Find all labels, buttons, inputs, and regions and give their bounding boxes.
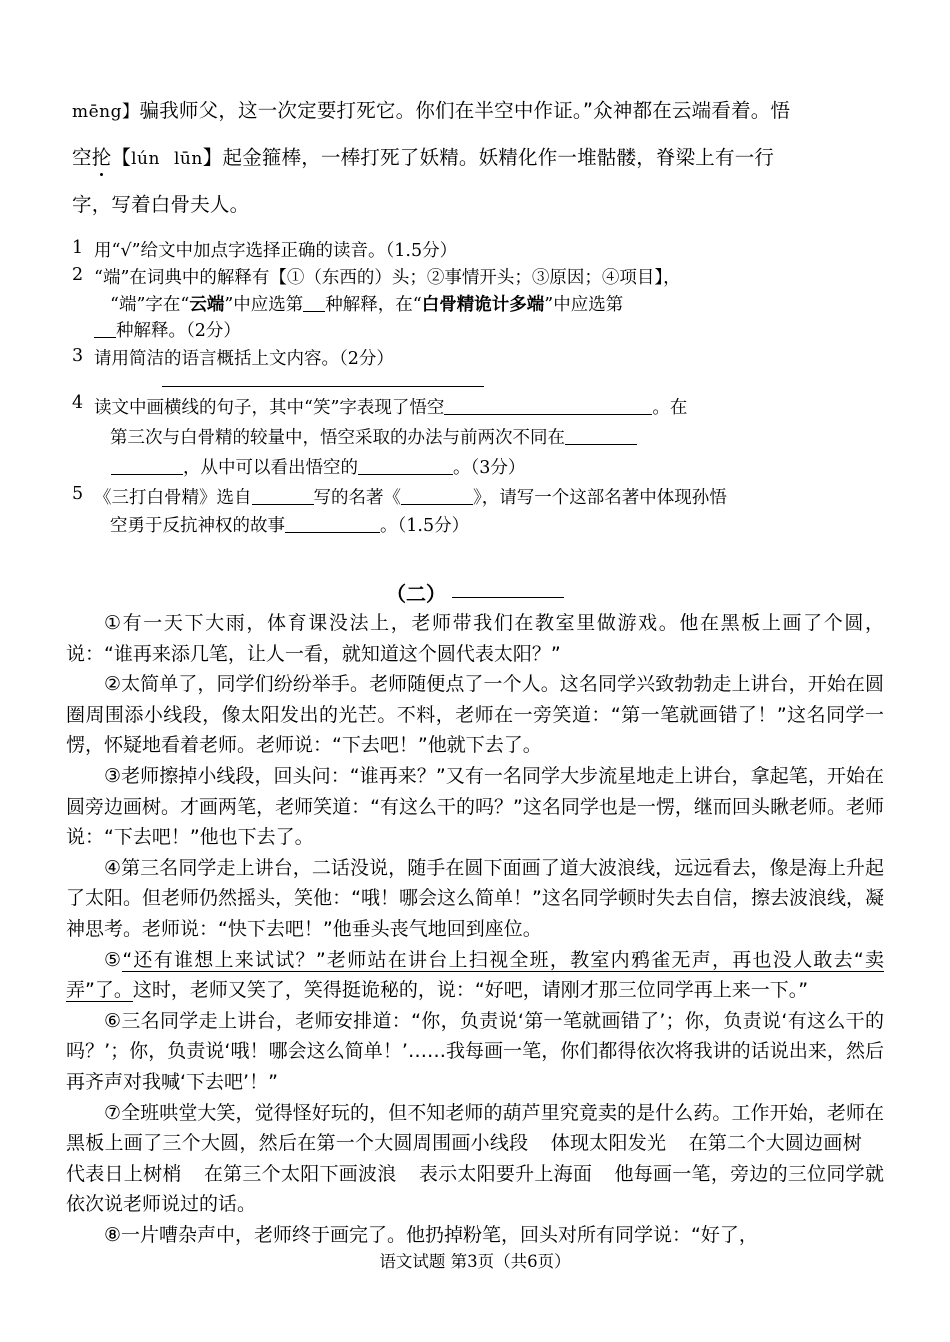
question-2	[72, 265, 878, 345]
question-2-seg1: “端”在词典中的解释有【①（东西的）头；②事情开头；③原因；④项目】，	[94, 268, 681, 288]
passage-two-paragraph-5	[66, 945, 884, 1006]
question-4-blank-1[interactable]	[444, 414, 652, 415]
question-2-blank-2[interactable]	[94, 337, 116, 338]
question-3-answer-rule[interactable]	[162, 386, 484, 387]
paragraph-7-seg-e: 在第三个太阳下画波浪	[203, 1162, 397, 1185]
section-two-title-blank[interactable]	[452, 597, 564, 598]
section-two-heading	[0, 578, 950, 607]
question-4-number: 4	[72, 392, 84, 413]
question-3	[72, 346, 878, 372]
passage-one-line1: 骗我师父，这一次定要打死它。你们在半空中作证。”众神都在云端看着。悟	[139, 99, 791, 122]
passage-two-paragraph-4	[66, 853, 884, 945]
question-5-seg2a: 空勇于反抗神权的故事	[110, 515, 285, 536]
question-5-seg1b: 写的名著《	[313, 487, 401, 508]
emphasis-term: 云端	[189, 294, 225, 315]
passage-one-line2-a: 空	[72, 146, 92, 169]
question-5-seg1a: 《三打白骨精》选自	[94, 487, 252, 508]
question-2-seg2b: 种解释，在“白骨精诡计多端”中应选第	[325, 294, 624, 315]
passage-two-paragraph-6	[66, 1006, 884, 1098]
paragraph-text-3: 老师擦掉小线段，回头问：“谁再来？”又有一名同学大步流星地走上讲台，拿起笔，开始在圆旁边画树。才画两笔，老师笑道：“有这么干的吗？”这名同学也是一愣，继而回头瞅老师。老师说：“下去吧！”他也下去了。	[66, 764, 884, 849]
question-2-number: 2	[72, 265, 84, 285]
question-4-blank-4[interactable]	[358, 474, 453, 475]
question-4-text	[94, 393, 878, 483]
question-4-seg3a: ，从中可以看出悟空的	[183, 457, 358, 478]
paragraph-marker-6: ⑥	[104, 1009, 122, 1032]
question-1	[72, 238, 878, 264]
paragraph-marker-4: ④	[104, 856, 122, 879]
question-1-text: 用“√”给文中加点字选择正确的读音。（1.5分）	[94, 241, 458, 261]
paragraph-text-2: 太简单了，同学们纷纷举手。老师随便点了一个人。这名同学兴致勃勃走上讲台，开始在圆圈周围添小线段，像太阳发出的光芒。不料，老师在一旁笑道：“第一笔就画错了！”这名同学一愣，怀疑地看着老师。老师说：“下去吧！”他就下去了。	[66, 673, 884, 757]
pinyin-option-1: lún	[131, 149, 160, 169]
passage-one-line3: 字，写着白骨夫人。	[72, 193, 250, 216]
passage-two-paragraph-3	[66, 761, 884, 853]
question-4	[72, 393, 878, 483]
question-5-blank-title[interactable]	[401, 504, 473, 505]
question-2-blank-1[interactable]	[303, 311, 325, 312]
question-5-seg1c: 》，请写一个这部名著中体现孙悟	[473, 487, 727, 508]
question-4-seg3b: 。（3分）	[453, 457, 526, 478]
bracket-open: 【	[111, 146, 132, 169]
paragraph-7-seg-b: 体现太阳发光	[550, 1132, 667, 1155]
pinyin-option-2: lūn	[173, 149, 203, 169]
passage-two-paragraph-2	[66, 669, 884, 761]
question-5-text	[94, 484, 878, 540]
question-4-blank-2[interactable]	[565, 444, 637, 445]
question-4-blank-3[interactable]	[111, 474, 183, 475]
footer-text: 语文试题 第3页（共6页）	[379, 1252, 571, 1271]
question-2-seg3a: 种解释。（2分）	[116, 321, 241, 341]
question-2-text	[94, 265, 878, 345]
section-two-label: （二）	[386, 582, 446, 606]
question-5-blank-author[interactable]	[252, 504, 314, 505]
paragraph-marker-1: ①	[104, 612, 123, 634]
paragraph-marker-5: ⑤	[104, 948, 123, 971]
paragraph-marker-3: ③	[104, 764, 122, 787]
question-3-text: 请用简洁的语言概括上文内容。（2分）	[94, 348, 394, 369]
question-4-seg2a: 第三次与白骨精的较量中，悟空采取的办法与前两次不同在	[110, 427, 565, 448]
paragraph-text-1: 有一天下大雨，体育课没法上，老师带我们在教室里做游戏。他在黑板上画了个圆，说：“谁再来添几笔，让人一看，就知道这个圆代表太阳？”	[66, 612, 884, 665]
paragraph-7-seg-c: 在第二个大圆边画树	[688, 1132, 862, 1155]
paragraph-marker-8: ⑧	[104, 1223, 122, 1246]
question-4-seg1b: 。在	[652, 397, 688, 418]
passage-one-line2-c: 】起金箍棒，一棒打死了妖精。妖精化作一堆骷髅，脊梁上有一行	[202, 146, 775, 169]
paragraph-7-seg-f: 表示太阳要升上海面	[418, 1162, 593, 1185]
question-4-seg1a: 读文中画横线的句子，其中“笑”字表现了悟空	[94, 397, 445, 418]
question-list	[72, 238, 878, 540]
dotted-char-lun: 抡	[91, 146, 112, 169]
question-2-seg2a: “端”字在“云端”中应选第	[110, 294, 304, 315]
question-5-seg2b: 。（1.5分）	[380, 515, 470, 536]
passage-two-paragraph-1	[66, 608, 884, 669]
paragraph-text-6: 三名同学走上讲台，老师安排道：“你，负责说‘第一笔就画错了’；你，负责说‘有这么干的吗？’；你，负责说‘哦！哪会这么简单！’……我每画一笔，你们都得依次将我讲的话说出来，然后再齐声对我喊‘下去吧’！”	[66, 1009, 884, 1093]
paragraph-marker-7: ⑦	[104, 1101, 122, 1124]
paragraph-5-underlined-sentence: “还有谁想上来试试？”老师站在讲台上扫视全班，教室内鸦雀无声，再也没人敢去“卖弄”了。	[66, 948, 884, 1002]
question-1-number: 1	[72, 238, 84, 258]
question-3-number: 3	[72, 345, 84, 366]
question-5-number: 5	[72, 483, 84, 504]
paragraph-7-seg-g: 他每画一笔，旁边的三位同学就依次说老师说过的话。	[66, 1162, 884, 1216]
paragraph-text-8: 一片嘈杂声中，老师终于画完了。他扔掉粉笔，回头对所有同学说：“好了，	[121, 1223, 758, 1246]
passage-two-paragraph-7	[66, 1098, 884, 1220]
passage-one-tail	[72, 88, 878, 228]
question-5-blank-story[interactable]	[285, 532, 380, 533]
emphasis-term: 白骨精诡计多端	[421, 294, 545, 315]
paragraph-marker-2: ②	[104, 673, 122, 696]
paragraph-7-seg-d: 代表日上树梢	[66, 1162, 182, 1185]
pinyin-meng: mēng】	[72, 102, 140, 122]
paragraph-5-rest: 这时，老师又笑了，笑得挺诡秘的，说：“好吧，请刚才那三位同学再上来一下。”	[132, 979, 809, 1002]
passage-two	[66, 608, 884, 1250]
paragraph-text-4: 第三名同学走上讲台，二话没说，随手在圆下面画了道大波浪线，远远看去，像是海上升起了太阳。但老师仍然摇头，笑他：“哦！哪会这么简单！”这名同学顿时失去自信，擦去波浪线，凝神思考。老师说：“快下去吧！”他垂头丧气地回到座位。	[66, 856, 884, 940]
paragraph-7-seg-a: 全班哄堂大笑，觉得怪好玩的，但不知老师的葫芦里究竟卖的是什么药。工作开始，老师在黑板上画了三个大圆，然后在第一个大圆周围画小线段	[66, 1101, 884, 1155]
question-5	[72, 484, 878, 540]
passage-two-paragraph-8	[66, 1220, 884, 1251]
page-footer	[0, 1248, 950, 1272]
